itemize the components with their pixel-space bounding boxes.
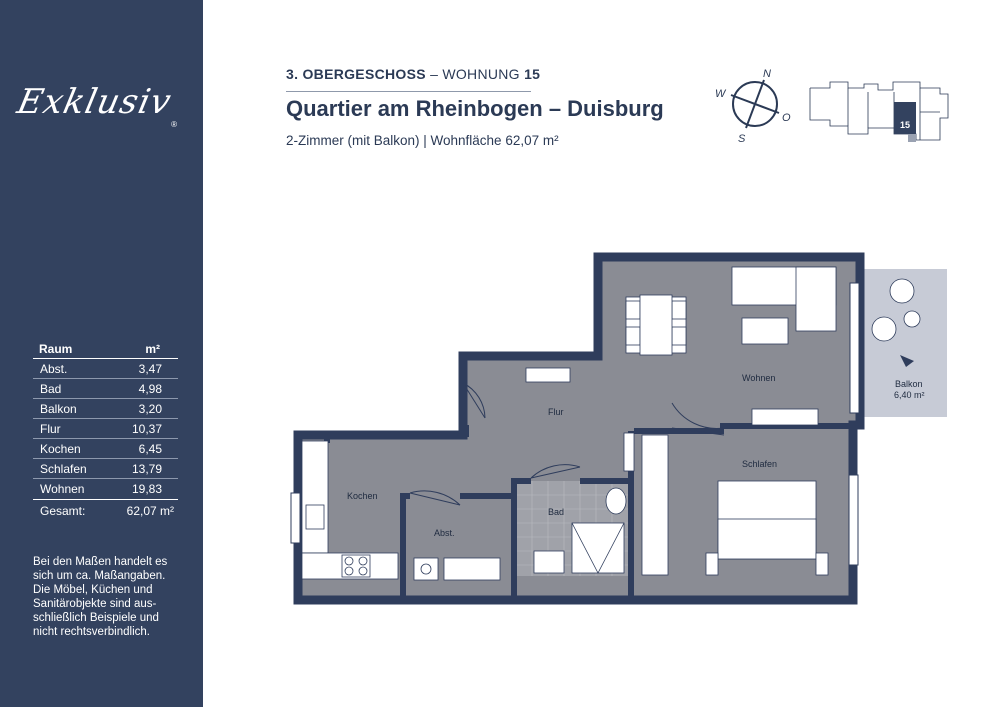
table-row xyxy=(33,479,178,498)
balcony-chair xyxy=(890,279,914,303)
balcony-chair xyxy=(872,317,896,341)
room-area: 3,20 xyxy=(138,402,162,416)
table-row xyxy=(33,359,178,379)
room-name: Schlafen xyxy=(40,462,87,476)
col-room-header: Raum xyxy=(39,342,73,356)
nightstand-right xyxy=(816,553,828,575)
washbasin-icon xyxy=(534,551,564,573)
room-table-header xyxy=(33,342,178,359)
col-area-header: m² xyxy=(145,342,160,356)
wall-storage-bath xyxy=(511,478,517,598)
room-area: 19,83 xyxy=(131,482,162,496)
room-name: Abst. xyxy=(40,362,68,376)
disclaimer-note: Bei den Maßen handelt es sich um ca. Maßangaben. Die Möbel, Küchen und Sanitärobjekte sind aus-schließlich Beispiele und nicht rechtsverbindlich. xyxy=(33,556,168,638)
compass-s: S xyxy=(738,133,746,145)
sidebar xyxy=(0,0,203,707)
kitchen-counter xyxy=(302,441,328,553)
room-area-table xyxy=(33,342,178,520)
room-area: 13,79 xyxy=(131,462,162,476)
storage-shelf xyxy=(444,558,500,580)
table-row xyxy=(33,419,178,439)
wardrobe xyxy=(526,368,570,382)
label-balkon-area: 6,40 m² xyxy=(894,390,925,400)
room-name: Flur xyxy=(40,422,61,436)
label-abst: Abst. xyxy=(434,528,455,538)
building-keyplan xyxy=(808,78,958,146)
coffee-table xyxy=(742,318,788,344)
page-subtitle: 2-Zimmer (mit Balkon) | Wohnfläche 62,07 m² xyxy=(286,133,559,148)
wall-kitchen-storage xyxy=(400,493,406,600)
sink-icon xyxy=(306,505,324,529)
floor-unit-line xyxy=(286,66,540,82)
logo-text: Exklusiv xyxy=(13,82,176,122)
shower-icon xyxy=(572,523,624,573)
hall-cabinet xyxy=(624,433,634,471)
room-name: Balkon xyxy=(40,402,77,416)
room-name: Bad xyxy=(40,382,62,396)
room-area: 10,37 xyxy=(131,422,162,436)
keyplan-unit-label: 15 xyxy=(900,120,911,130)
table-row xyxy=(33,439,178,459)
toilet-icon xyxy=(606,488,626,514)
room-area: 3,47 xyxy=(138,362,162,376)
compass-n: N xyxy=(763,68,771,80)
header-divider xyxy=(286,91,531,92)
brand-logo xyxy=(13,82,183,132)
unit-separator: – WOHNUNG xyxy=(425,66,525,82)
compass-w: W xyxy=(715,88,726,100)
room-name: Wohnen xyxy=(40,482,85,496)
total-value: 62,07 m² xyxy=(126,504,174,518)
nightstand-left xyxy=(706,553,718,575)
unit-number: 15 xyxy=(524,66,541,82)
label-schlafen: Schlafen xyxy=(742,459,778,469)
tv-sideboard xyxy=(752,409,818,425)
table-row xyxy=(33,459,178,479)
compass-icon xyxy=(705,62,805,147)
label-kochen: Kochen xyxy=(347,491,378,501)
page-title: Quartier am Rheinbogen – Duisburg xyxy=(286,96,664,121)
registered-mark: ® xyxy=(171,120,177,129)
compass-o: O xyxy=(782,112,791,124)
floor-plan xyxy=(280,243,960,608)
table-row xyxy=(33,399,178,419)
table-total-row xyxy=(33,499,178,520)
window-kitchen xyxy=(291,493,300,543)
label-flur: Flur xyxy=(548,407,564,417)
floor-label: 3. OBERGESCHOSS xyxy=(286,66,426,82)
label-balkon: Balkon xyxy=(895,379,923,389)
label-wohnen: Wohnen xyxy=(742,373,776,383)
bedroom-wardrobe xyxy=(642,435,668,575)
room-area: 6,45 xyxy=(138,442,162,456)
room-name: Kochen xyxy=(40,442,81,456)
room-area: 4,98 xyxy=(138,382,162,396)
total-label: Gesamt: xyxy=(40,504,86,518)
table-row xyxy=(33,379,178,399)
label-bad: Bad xyxy=(548,507,565,517)
window-bedroom xyxy=(849,475,858,565)
window-living xyxy=(850,283,859,413)
balcony-table xyxy=(904,311,920,327)
